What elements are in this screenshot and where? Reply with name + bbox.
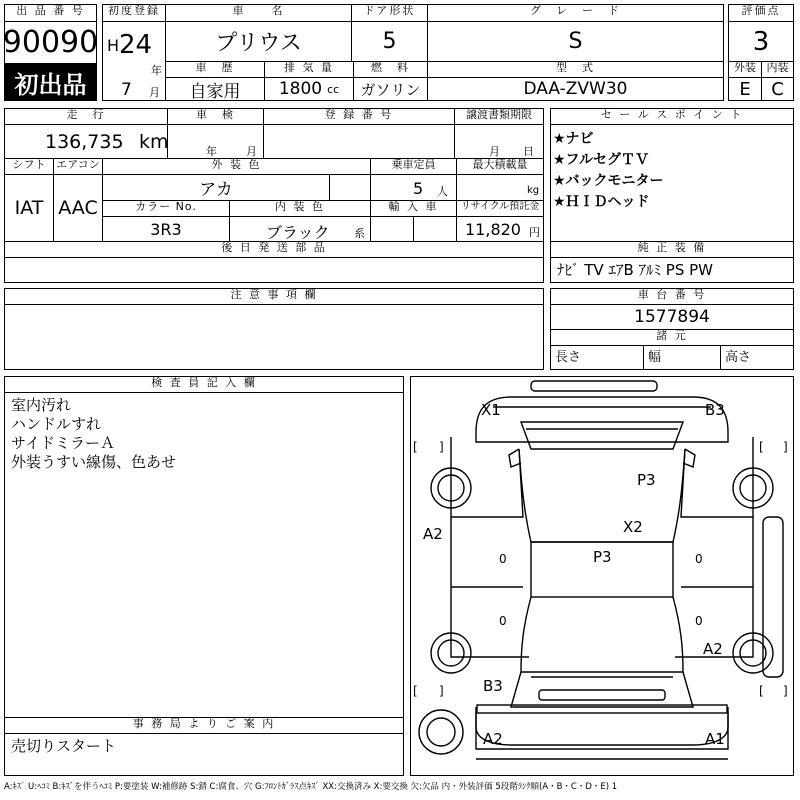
- zero-mark: 0: [499, 552, 507, 566]
- ac-label: エアコン: [53, 158, 103, 175]
- equipment-label: 純 正 装 備: [550, 241, 794, 258]
- first-registration: [102, 21, 166, 101]
- mark-a1: A1: [705, 730, 725, 748]
- recycle-value: 11,820: [465, 220, 521, 239]
- car-diagram: [410, 376, 794, 776]
- displacement-label: 排 気 量: [264, 61, 354, 78]
- exterior-color: アカ: [102, 174, 330, 201]
- exterior-grade-label: 外装: [728, 61, 762, 78]
- sales-points-label: セ ー ル ス ポ イ ン ト: [550, 108, 794, 125]
- shift-label: シフト: [4, 158, 54, 175]
- fuel-label: 燃 料: [353, 61, 428, 78]
- recycle-label: リサイクル預託金: [456, 200, 544, 217]
- import-box-right: [413, 216, 457, 242]
- sales-point-item: ★フルセグＴＶ: [553, 152, 649, 168]
- capacity-unit: 人: [437, 185, 448, 198]
- interior-color: [229, 216, 371, 242]
- mark-a2-right: A2: [703, 640, 723, 658]
- grade-label: グ レ ー ド: [427, 4, 724, 22]
- sales-points: [550, 124, 794, 242]
- mark-p3-top: P3: [637, 471, 656, 489]
- registration-number: [263, 124, 455, 159]
- sales-point-item: ★ナビ: [553, 131, 594, 147]
- width-field: 幅: [643, 345, 721, 370]
- history-label: 車 歴: [165, 61, 265, 78]
- era: H: [107, 36, 120, 55]
- model-code: DAA-ZVW30: [427, 77, 724, 101]
- inspector-notes: 室内汚れ ハンドルすれ サイドミラーＡ 外装うすい線傷、色あせ: [4, 392, 404, 718]
- import-label: 輸 入 車: [370, 200, 457, 217]
- equipment: ﾅﾋﾞ TV ｴｱB ｱﾙﾐ PS PW: [550, 257, 794, 283]
- displacement-value: 1800: [278, 79, 323, 99]
- bracket-left-bottom: [: [413, 684, 418, 698]
- bracket-left-bottom-close: ]: [439, 684, 444, 698]
- interior-grade-label: 内装: [761, 61, 794, 78]
- capacity-value: 5: [413, 179, 424, 198]
- exterior-color-label: 外 装 色: [102, 158, 371, 175]
- legend: A:ｷｽﾞ U:ﾍｺﾐ B:ｷｽﾞを伴うﾍｺﾐ P:要塗装 W:補修跡 S:錆 C:腐食、穴 G:ﾌﾛﾝﾄｶﾞﾗｽ点ｷｽﾞ XX:交換済み X:要交換 欠:欠品 内・外装評価 5段階ﾗﾝｸ順(A・B・C・D・E) 1: [4, 782, 618, 792]
- registration-number-label: 登 録 番 号: [263, 108, 455, 125]
- inspection-year-unit: 年: [206, 145, 217, 158]
- score: 3: [728, 21, 794, 62]
- mileage-unit: km: [139, 131, 169, 153]
- score-label: 評価点: [728, 4, 794, 22]
- interior-color-unit: 系: [354, 227, 365, 240]
- inspector-label: 検 査 員 記 入 欄: [4, 376, 404, 393]
- bracket-right-top: [: [759, 440, 764, 454]
- mark-p3-mid: P3: [593, 548, 612, 566]
- reg-year: 24: [119, 30, 153, 60]
- max-load-label: 最大積載量: [456, 158, 544, 175]
- door-count: 5: [351, 21, 428, 62]
- color-number: 3R3: [102, 216, 230, 242]
- later-parts: [4, 257, 544, 283]
- mileage: [4, 124, 168, 159]
- first-registration-label: 初度登録: [102, 4, 166, 22]
- interior-grade: C: [761, 77, 794, 101]
- capacity: [370, 174, 457, 201]
- height-field: 高さ: [720, 345, 794, 370]
- transfer-month-unit: 月: [489, 145, 500, 158]
- bracket-left-top: [: [413, 440, 418, 454]
- bracket-left-top-close: ]: [439, 440, 444, 454]
- mark-a2-left: A2: [423, 525, 443, 543]
- bracket-right-top-close: ]: [783, 440, 788, 454]
- exterior-grade: E: [728, 77, 762, 101]
- max-load: [456, 174, 544, 201]
- car-name: プリウス: [165, 21, 352, 62]
- spec-label: 諸 元: [550, 329, 794, 346]
- recycle-deposit: [456, 216, 544, 242]
- import-box-left: [370, 216, 414, 242]
- capacity-label: 乗車定員: [370, 158, 457, 175]
- office-notes: 売切りスタート: [4, 733, 404, 776]
- max-load-unit: kg: [527, 185, 540, 196]
- month-unit: 月: [149, 86, 160, 99]
- length-field: 長さ: [550, 345, 644, 370]
- bracket-right-bottom: [: [759, 684, 764, 698]
- zero-mark: 0: [695, 552, 703, 566]
- grade: S: [427, 21, 724, 62]
- inspection-date: [167, 124, 264, 159]
- recycle-unit: 円: [529, 226, 540, 239]
- later-parts-label: 後 日 発 送 部 品: [4, 241, 544, 258]
- notes: [4, 304, 544, 370]
- mileage-label: 走 行: [4, 108, 168, 125]
- lot-number: 90090: [4, 21, 97, 64]
- mileage-value: 136,735: [45, 131, 124, 153]
- inspection-label: 車 検: [167, 108, 264, 125]
- interior-color-label: 内 装 色: [229, 200, 371, 217]
- sales-point-item: ★バックモニター: [553, 173, 664, 189]
- car-name-label: 車 名: [165, 4, 352, 22]
- bracket-right-bottom-close: ]: [783, 684, 788, 698]
- mark-x2: X2: [623, 518, 643, 536]
- exterior-color-code: [329, 174, 371, 201]
- transfer-day-unit: 日: [523, 145, 534, 158]
- zero-mark: 0: [499, 614, 507, 628]
- mark-b3-top: B3: [705, 401, 725, 419]
- chassis-number: 1577894: [550, 304, 794, 330]
- door-type-label: ドア形状: [351, 4, 428, 22]
- notes-label: 注 意 事 項 欄: [4, 288, 544, 305]
- lot-number-label: 出 品 番 号: [4, 4, 97, 22]
- mark-a2-bottom: A2: [483, 730, 503, 748]
- reg-month: 7: [121, 80, 132, 100]
- sales-point-item: ★ＨＩＤヘッド: [553, 194, 650, 210]
- year-unit: 年: [151, 64, 162, 77]
- shift: IAT: [4, 174, 54, 242]
- inspection-month-unit: 月: [246, 145, 257, 158]
- displacement-unit: cc: [327, 82, 340, 96]
- color-number-label: カラー No.: [102, 200, 230, 217]
- model-label: 型 式: [427, 61, 724, 78]
- history: 自家用: [165, 77, 265, 101]
- office-label: 事 務 局 よ り ご 案 内: [4, 717, 404, 734]
- mark-b3-bottom: B3: [483, 677, 503, 695]
- transfer-deadline-label: 譲渡書類期限: [454, 108, 544, 125]
- chassis-number-label: 車 台 番 号: [550, 288, 794, 305]
- zero-mark: 0: [695, 614, 703, 628]
- fuel: ガソリン: [353, 77, 428, 101]
- car-body-diagram: [411, 377, 793, 775]
- displacement: [264, 77, 354, 101]
- interior-color-value: ブラック: [266, 223, 330, 242]
- mark-x1: X1: [481, 401, 501, 419]
- transfer-deadline: [454, 124, 544, 159]
- first-listing-badge: 初出品: [4, 63, 97, 101]
- air-conditioner: AAC: [53, 174, 103, 242]
